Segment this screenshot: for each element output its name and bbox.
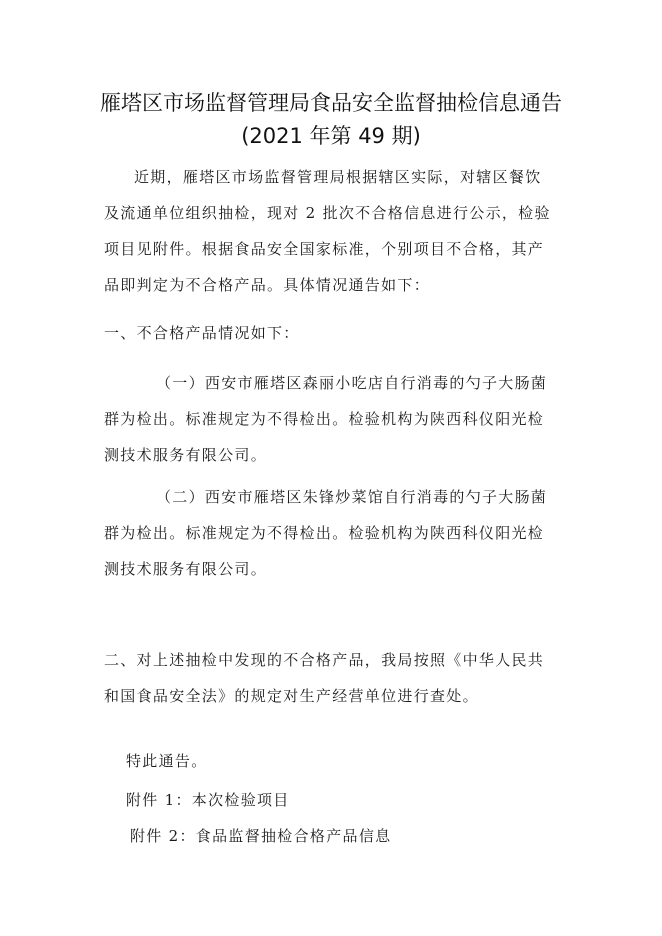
item2-paragraph [104, 479, 564, 587]
item2-line: 群为检出。标准规定为不得检出。检验机构为陕西科仪阳光检 [104, 524, 545, 542]
attachment-1 [126, 782, 586, 818]
item1-line: （一）西安市雁塔区森丽小吃店自行消毒的勺子大肠菌 [156, 374, 548, 392]
intro-line: 品即判定为不合格产品。具体情况通告如下： [104, 276, 431, 294]
document-issue-number: (2021 年第 49 期) [241, 124, 421, 148]
intro-paragraph [104, 159, 564, 303]
item1-paragraph [104, 365, 564, 473]
closing-notice-text: 特此通告。 [126, 752, 208, 770]
document-title: 雁塔区市场监督管理局食品安全监督抽检信息通告 [100, 91, 562, 115]
section1-heading [104, 315, 564, 351]
section2-paragraph [104, 642, 564, 714]
intro-line: 近期，雁塔区市场监督管理局根据辖区实际，对辖区餐饮 [134, 168, 542, 186]
section2-line: 二、对上述抽检中发现的不合格产品，我局按照《中华人民共 [104, 651, 545, 669]
intro-line: 项目见附件。根据食品安全国家标准，个别项目不合格，其产 [104, 240, 545, 258]
item2-line: 测技术服务有限公司。 [104, 560, 268, 578]
closing-notice [126, 743, 586, 779]
attachment-2 [130, 818, 590, 854]
item1-line: 群为检出。标准规定为不得检出。检验机构为陕西科仪阳光检 [104, 410, 545, 428]
attachment-2-text: 附件 2：食品监督抽检合格产品信息 [130, 827, 392, 845]
section2-line: 和国食品安全法》的规定对生产经营单位进行查处。 [104, 687, 479, 705]
intro-line: 及流通单位组织抽检，现对 2 批次不合格信息进行公示，检验 [104, 204, 551, 222]
section1-heading-text: 一、不合格产品情况如下： [104, 324, 300, 342]
item2-line: （二）西安市雁塔区朱锋炒菜馆自行消毒的勺子大肠菌 [156, 488, 548, 506]
item1-line: 测技术服务有限公司。 [104, 446, 268, 464]
attachment-1-text: 附件 1：本次检验项目 [126, 791, 290, 809]
